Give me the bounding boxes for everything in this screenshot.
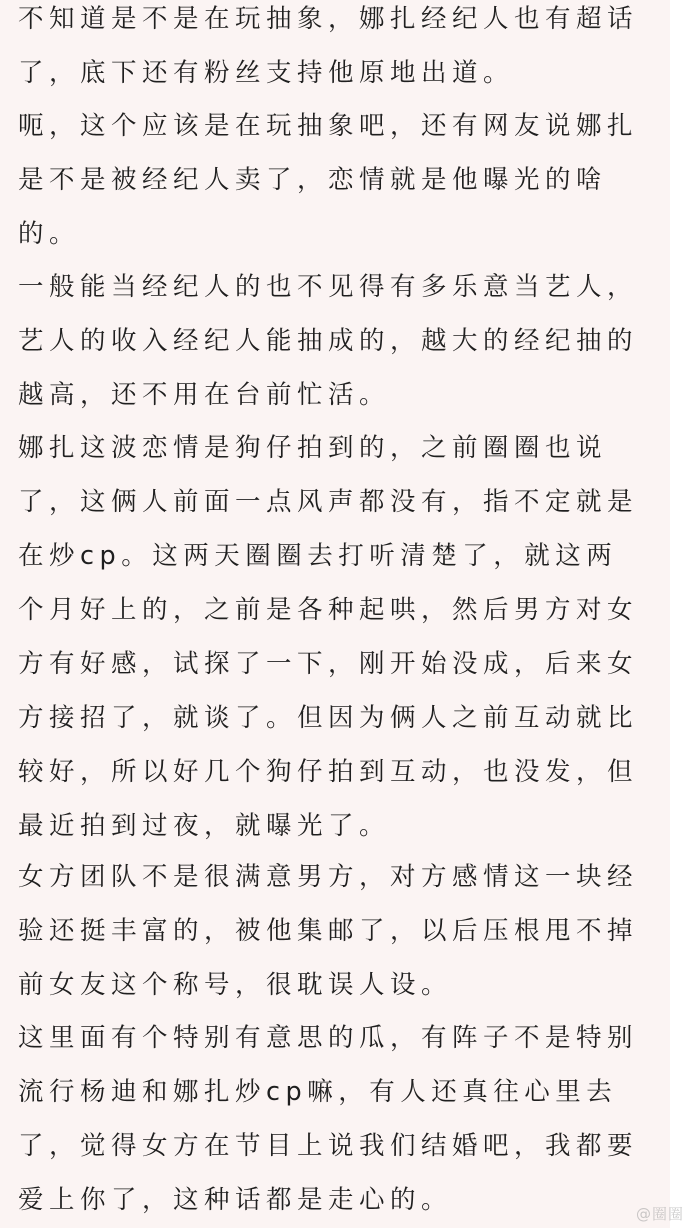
paragraph-2: 呃，这个应该是在玩抽象吧，还有网友说娜扎是不是被经纪人卖了，恋情就是他曝光的啥的。 (18, 111, 639, 249)
right-margin (670, 0, 690, 1228)
paragraph-1: 不知道是不是在玩抽象，娜扎经纪人也有超话了，底下还有粉丝支持他原地出道。 (18, 4, 639, 88)
paragraph-6: 这里面有个特别有意思的瓜，有阵子不是特别流行杨迪和娜扎炒cp嘛，有人还真往心里去了，觉得女方在节目上说我们结婚吧，我都要爱上你了，这种话都是走心的。 (18, 1023, 639, 1215)
paragraph-5: 女方团队不是很满意男方，对方感情这一块经验还挺丰富的，被他集邮了，以后压根甩不掉前女友这个称号，很耽误人设。 (18, 862, 639, 1000)
watermark-text: @圈圈 (635, 1205, 684, 1223)
paragraph-3: 一般能当经纪人的也不见得有多乐意当艺人，艺人的收入经纪人能抽成的，越大的经纪抽的越高，还不用在台前忙活。 (18, 272, 639, 410)
paragraph-4: 娜扎这波恋情是狗仔拍到的，之前圈圈也说了，这俩人前面一点风声都没有，指不定就是在炒cp。这两天圈圈去打听清楚了，就这两个月好上的，之前是各种起哄，然后男方对女方有好感，试探了一下，刚开始没成，后来女方接招了，就谈了。但因为俩人之前互动就比较好，所以好几个狗仔拍到互动，也没发，但最近拍到过夜，就曝光了。 (18, 433, 639, 841)
